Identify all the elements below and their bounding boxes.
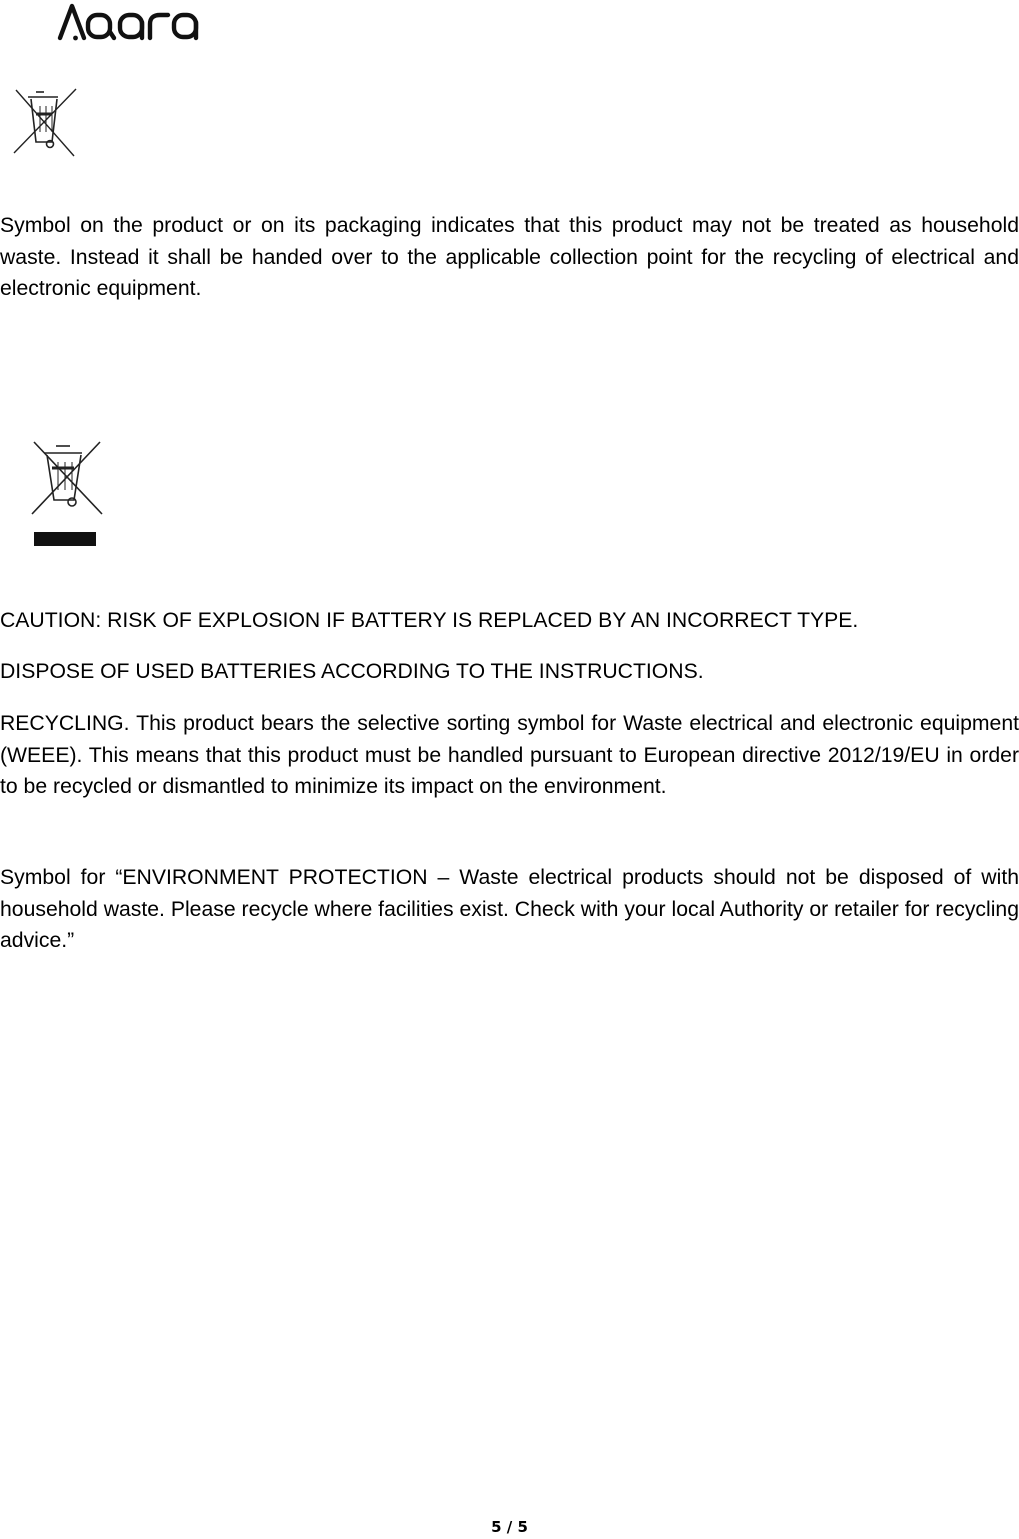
recycling-paragraph: RECYCLING. This product bears the selective sorting symbol for Waste electrical and electronic equipment (WEEE). This means that this product must be handled pursuant to European directive 2012/19/EU in order to be recycled or dismantled to minimize its impact on the environment. <box>0 712 1019 798</box>
caution-line: CAUTION: RISK OF EXPLOSION IF BATTERY IS REPLACED BY AN INCORRECT TYPE. <box>0 609 859 632</box>
crossed-out-wheelie-bin-with-bar-icon <box>22 438 106 550</box>
page-number: 5 / 5 <box>491 1518 528 1536</box>
dispose-line: DISPOSE OF USED BATTERIES ACCORDING TO THE INSTRUCTIONS. <box>0 660 704 683</box>
symbol-paragraph: Symbol on the product or on its packaging indicates that this product may not be treated as household waste. Instead it shall be handed over to the applicable collection point for the recycling of electrical and electronic equipment. <box>0 214 1019 300</box>
environment-paragraph: Symbol for “ENVIRONMENT PROTECTION – Waste electrical products should not be disposed of with household waste. Please recycle where facilities exist. Check with your local Authority or retailer for recycling advice.” <box>0 866 1019 952</box>
crossed-out-wheelie-bin-icon <box>10 86 80 158</box>
aqara-logo <box>56 2 212 42</box>
